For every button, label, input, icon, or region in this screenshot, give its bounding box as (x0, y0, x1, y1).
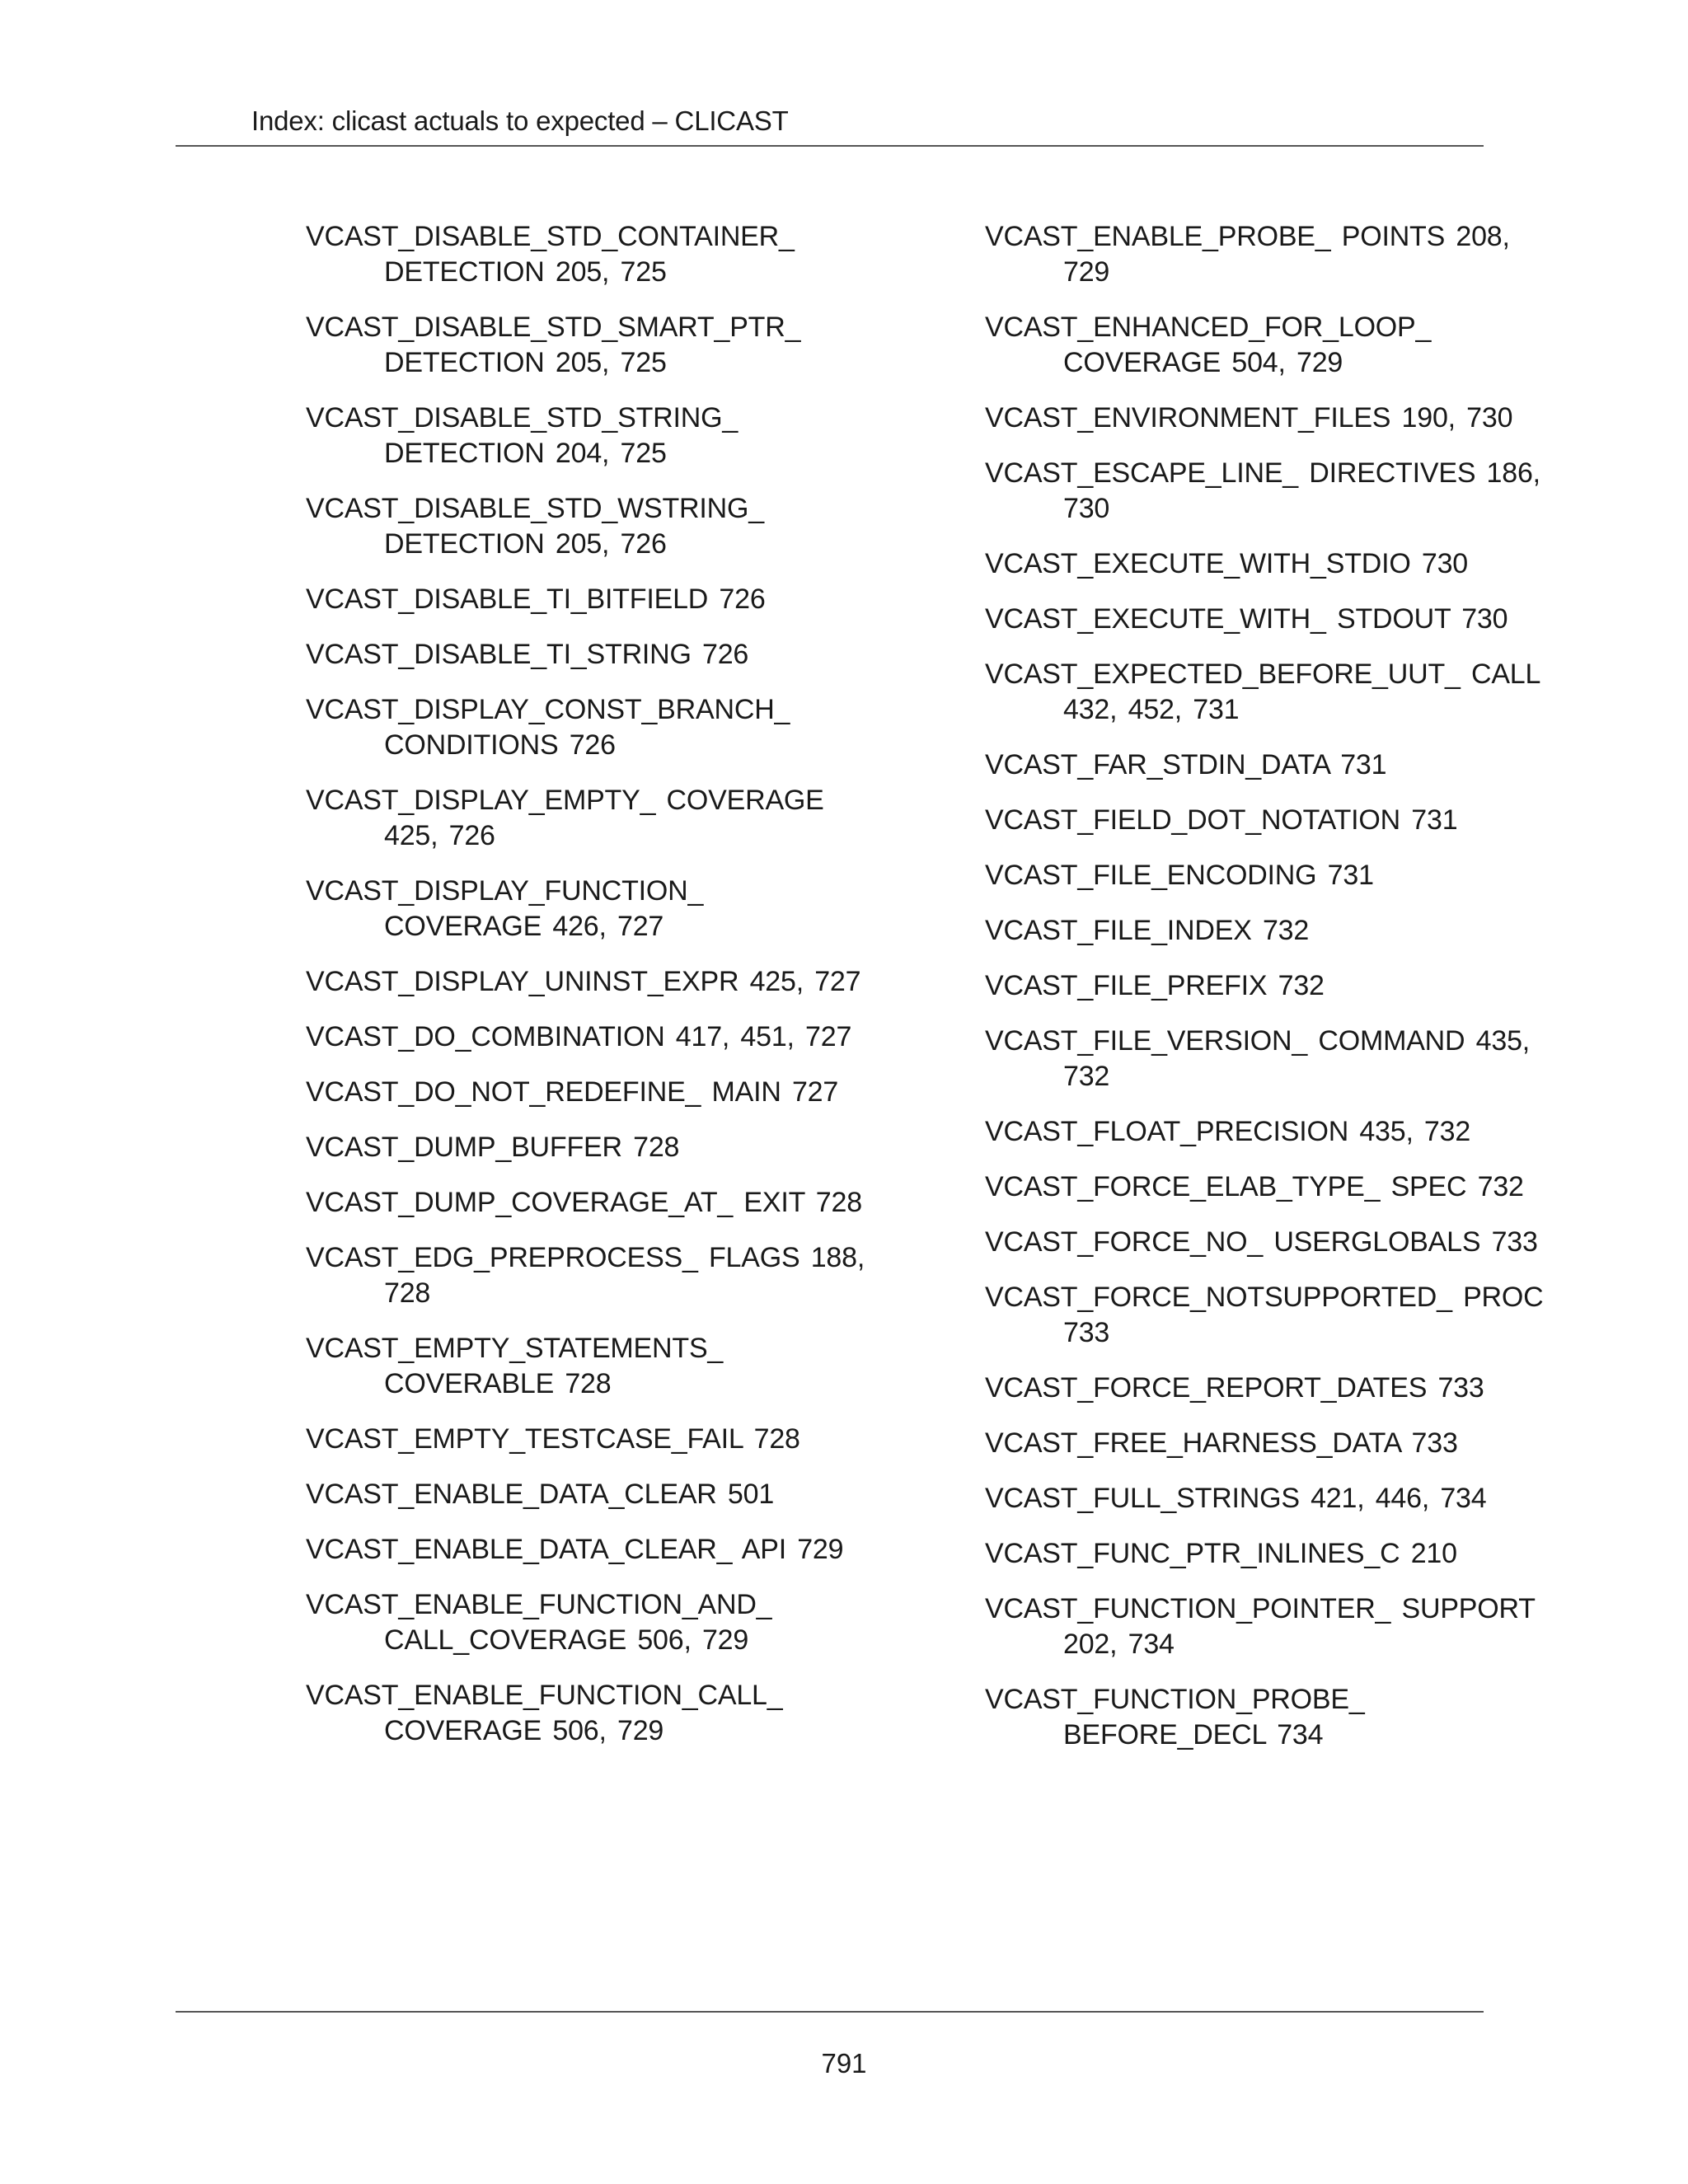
index-term: VCAST_DUMP_COVERAGE_AT_ EXIT (306, 1187, 805, 1218)
index-entry (306, 1075, 866, 1110)
index-pages: 205, 726 (555, 528, 667, 560)
index-term: VCAST_EXPECTED_BEFORE_UUT_ CALL (985, 658, 1540, 690)
index-entry (985, 546, 1545, 582)
index-pages: 733 (1491, 1226, 1538, 1258)
index-entry (985, 913, 1545, 949)
index-pages: 188, 728 (384, 1242, 865, 1309)
index-entry (985, 1682, 1545, 1753)
index-entry (985, 803, 1545, 838)
index-term: VCAST_ENHANCED_FOR_LOOP_ COVERAGE (985, 312, 1432, 378)
index-pages: 435, 732 (1063, 1025, 1531, 1092)
index-pages: 732 (1477, 1171, 1524, 1202)
index-term: VCAST_FORCE_NOTSUPPORTED_ PROC (985, 1282, 1544, 1313)
index-term: VCAST_DISABLE_STD_STRING_ DETECTION (306, 402, 738, 469)
index-pages: 425, 726 (384, 820, 495, 851)
index-entry (985, 1024, 1545, 1094)
index-column-right (985, 219, 1545, 1773)
index-term: VCAST_FAR_STDIN_DATA (985, 749, 1329, 780)
index-entry (985, 1481, 1545, 1516)
index-entry (985, 1536, 1545, 1572)
page-number: 791 (821, 2048, 867, 2079)
index-pages: 728 (815, 1187, 862, 1218)
index-pages: 417, 451, 727 (675, 1021, 852, 1052)
index-pages: 731 (1340, 749, 1387, 780)
index-pages: 435, 732 (1359, 1116, 1471, 1147)
index-term: VCAST_ENABLE_DATA_CLEAR_ API (306, 1534, 786, 1565)
index-entry (985, 310, 1545, 381)
index-term: VCAST_DO_NOT_REDEFINE_ MAIN (306, 1076, 781, 1108)
index-entry (306, 491, 866, 562)
index-pages: 208, 729 (1063, 221, 1510, 288)
index-column-left (306, 219, 866, 1769)
index-term: VCAST_DISABLE_STD_WSTRING_ DETECTION (306, 493, 764, 560)
index-entry (985, 657, 1545, 728)
index-term: VCAST_FILE_INDEX (985, 915, 1252, 946)
index-pages: 205, 725 (555, 347, 667, 378)
index-pages: 732 (1262, 915, 1310, 946)
index-pages: 726 (569, 729, 616, 761)
index-pages: 733 (1437, 1372, 1484, 1404)
index-entry (985, 968, 1545, 1004)
index-entry (306, 1532, 866, 1568)
index-term: VCAST_DISABLE_TI_BITFIELD (306, 583, 709, 615)
index-term: VCAST_FORCE_NO_ USERGLOBALS (985, 1226, 1481, 1258)
index-term: VCAST_FILE_PREFIX (985, 970, 1268, 1001)
index-pages: 731 (1327, 860, 1374, 891)
index-pages: 426, 727 (552, 911, 664, 942)
index-entry (306, 1422, 866, 1457)
index-entry (985, 602, 1545, 637)
index-pages: 205, 725 (555, 256, 667, 288)
index-pages: 204, 725 (555, 438, 667, 469)
index-entry (306, 1331, 866, 1402)
index-term: VCAST_FILE_VERSION_ COMMAND (985, 1025, 1465, 1057)
index-entry (306, 964, 866, 1000)
index-pages: 504, 729 (1231, 347, 1343, 378)
index-term: VCAST_ENVIRONMENT_FILES (985, 402, 1391, 434)
index-pages: 733 (1411, 1427, 1458, 1459)
index-entry (306, 582, 866, 617)
index-pages: 734 (1277, 1719, 1324, 1750)
index-entry (306, 1019, 866, 1055)
index-pages: 202, 734 (1063, 1629, 1175, 1660)
index-pages: 501 (727, 1479, 775, 1510)
index-entry (306, 1587, 866, 1658)
index-term: VCAST_DISPLAY_CONST_BRANCH_ CONDITIONS (306, 694, 790, 761)
index-entry (985, 1114, 1545, 1150)
index-term: VCAST_FUNC_PTR_INLINES_C (985, 1538, 1400, 1569)
index-pages: 733 (1063, 1317, 1110, 1348)
index-pages: 210 (1410, 1538, 1457, 1569)
index-entry (985, 401, 1545, 436)
index-term: VCAST_DISPLAY_FUNCTION_ COVERAGE (306, 875, 704, 942)
footer-rule (176, 2011, 1484, 2013)
index-entry (985, 1591, 1545, 1662)
index-entry (306, 310, 866, 381)
index-term: VCAST_EXECUTE_WITH_ STDOUT (985, 603, 1451, 635)
running-header: Index: clicast actuals to expected – CLICAST (251, 105, 789, 136)
index-term: VCAST_DISABLE_STD_SMART_PTR_ DETECTION (306, 312, 801, 378)
index-term: VCAST_FULL_STRINGS (985, 1483, 1300, 1514)
index-term: VCAST_FORCE_ELAB_TYPE_ SPEC (985, 1171, 1467, 1202)
index-entry (985, 456, 1545, 527)
index-term: VCAST_ENABLE_DATA_CLEAR (306, 1479, 717, 1510)
index-term: VCAST_ENABLE_FUNCTION_CALL_ COVERAGE (306, 1680, 783, 1746)
index-entry (985, 858, 1545, 893)
index-entry (306, 874, 866, 944)
index-pages: 730 (1461, 603, 1508, 635)
index-entry (306, 401, 866, 471)
index-term: VCAST_ENABLE_PROBE_ POINTS (985, 221, 1446, 252)
index-pages: 726 (719, 583, 766, 615)
index-term: VCAST_FREE_HARNESS_DATA (985, 1427, 1401, 1459)
index-pages: 728 (633, 1132, 680, 1163)
index-term: VCAST_FUNCTION_PROBE_ BEFORE_DECL (985, 1684, 1365, 1750)
index-pages: 506, 729 (552, 1715, 664, 1746)
index-pages: 190, 730 (1401, 402, 1513, 434)
index-term: VCAST_ENABLE_FUNCTION_AND_ CALL_COVERAGE (306, 1589, 772, 1656)
index-term: VCAST_DISPLAY_UNINST_EXPR (306, 966, 739, 997)
index-entry (306, 1185, 866, 1221)
index-term: VCAST_DISABLE_STD_CONTAINER_ DETECTION (306, 221, 795, 288)
index-term: VCAST_FIELD_DOT_NOTATION (985, 804, 1401, 836)
index-entry (306, 637, 866, 673)
index-term: VCAST_EDG_PREPROCESS_ FLAGS (306, 1242, 800, 1273)
index-entry (306, 692, 866, 763)
index-pages: 728 (753, 1423, 800, 1455)
index-entry (306, 1130, 866, 1165)
index-entry (985, 1280, 1545, 1351)
index-pages: 726 (702, 639, 749, 670)
index-term: VCAST_FORCE_REPORT_DATES (985, 1372, 1428, 1404)
index-term: VCAST_FUNCTION_POINTER_ SUPPORT (985, 1593, 1536, 1624)
index-entry (985, 1426, 1545, 1461)
index-term: VCAST_EMPTY_TESTCASE_FAIL (306, 1423, 743, 1455)
index-pages: 421, 446, 734 (1311, 1483, 1487, 1514)
index-entry (306, 1477, 866, 1512)
index-term: VCAST_DISPLAY_EMPTY_ COVERAGE (306, 785, 824, 816)
index-entry (985, 1169, 1545, 1205)
index-entry (985, 219, 1545, 290)
index-entry (306, 1240, 866, 1311)
index-term: VCAST_DUMP_BUFFER (306, 1132, 622, 1163)
index-pages: 729 (797, 1534, 844, 1565)
index-term: VCAST_DO_COMBINATION (306, 1021, 665, 1052)
index-pages: 732 (1278, 970, 1325, 1001)
index-entry (306, 1678, 866, 1749)
index-pages: 728 (565, 1368, 612, 1399)
index-entry (985, 748, 1545, 783)
index-term: VCAST_FILE_ENCODING (985, 860, 1317, 891)
index-pages: 506, 729 (637, 1624, 749, 1656)
index-term: VCAST_FLOAT_PRECISION (985, 1116, 1349, 1147)
index-entry (985, 1371, 1545, 1406)
index-pages: 432, 452, 731 (1063, 694, 1240, 725)
index-term: VCAST_EXECUTE_WITH_STDIO (985, 548, 1411, 579)
index-entry (985, 1225, 1545, 1260)
index-term: VCAST_DISABLE_TI_STRING (306, 639, 692, 670)
index-entry (306, 783, 866, 854)
index-term: VCAST_ESCAPE_LINE_ DIRECTIVES (985, 457, 1476, 489)
index-term: VCAST_EMPTY_STATEMENTS_ COVERABLE (306, 1333, 724, 1399)
header-rule (176, 145, 1484, 147)
index-pages: 731 (1411, 804, 1458, 836)
index-pages: 727 (791, 1076, 839, 1108)
index-pages: 186, 730 (1063, 457, 1540, 524)
index-pages: 730 (1421, 548, 1469, 579)
index-pages: 425, 727 (749, 966, 861, 997)
index-entry (306, 219, 866, 290)
